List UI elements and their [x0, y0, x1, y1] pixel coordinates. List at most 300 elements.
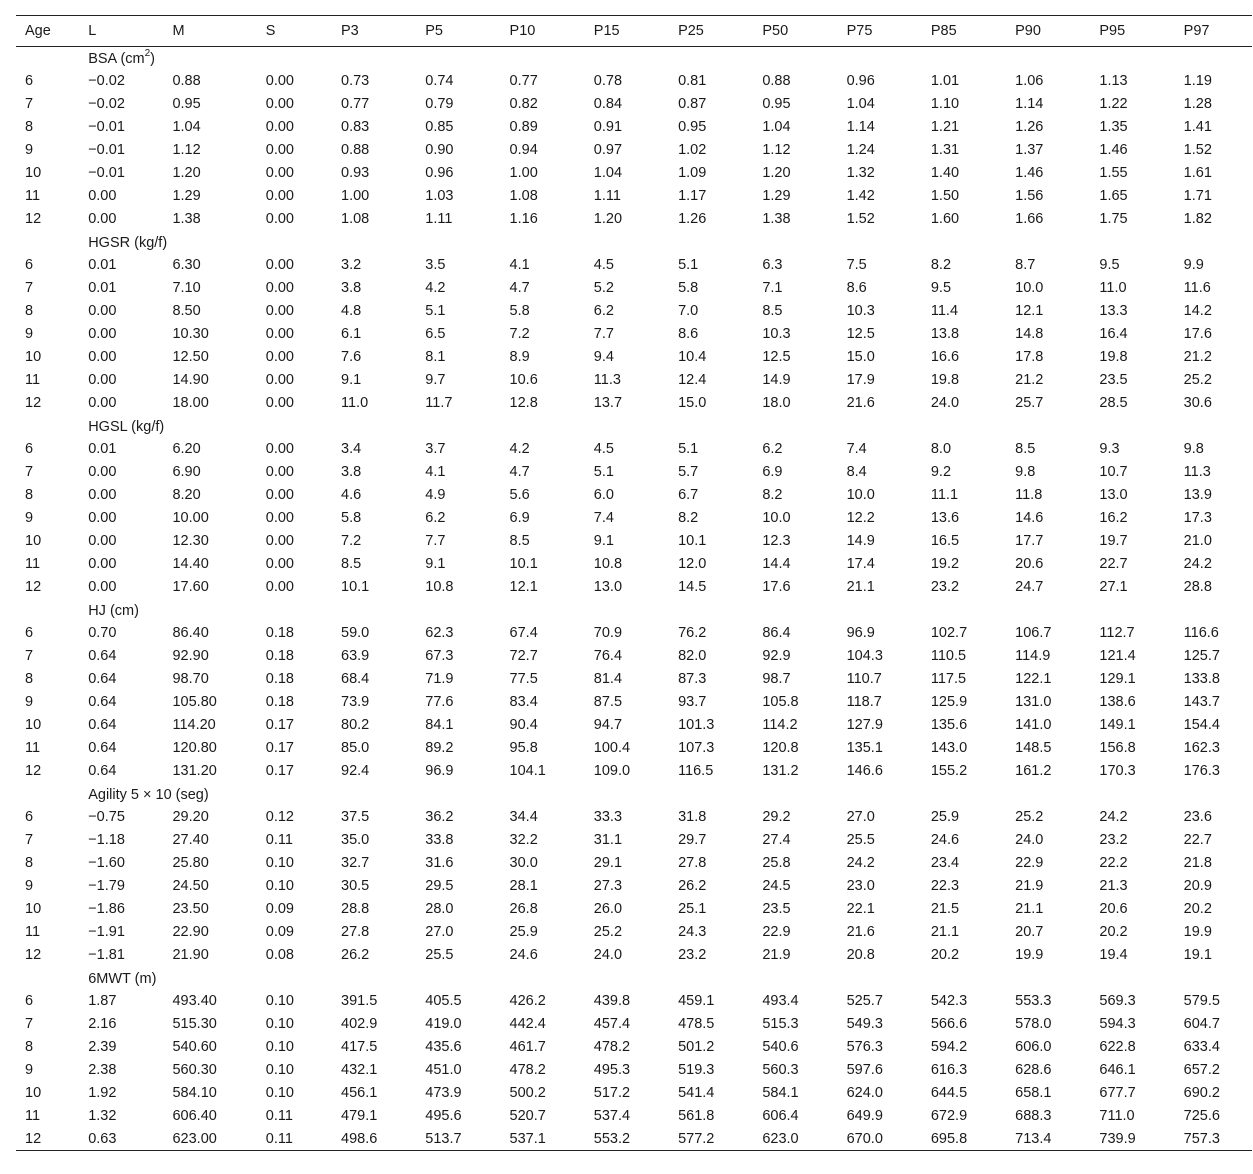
table-cell: 7.0 [678, 303, 699, 319]
table-cell: 120.80 [172, 740, 217, 756]
table-cell: 14.8 [1015, 326, 1044, 342]
table-cell: 21.1 [930, 924, 960, 940]
table-cell: 628.6 [1015, 1062, 1052, 1078]
table-cell: 21.6 [846, 395, 875, 411]
table-cell: 0.78 [593, 73, 623, 89]
table-cell: 7 [25, 1016, 34, 1032]
table-cell: 0.63 [79, 1128, 163, 1151]
table-cell: 12 [25, 947, 42, 963]
table-header [16, 16, 1252, 47]
table-cell: 112.7 [1099, 625, 1135, 641]
table-cell: 116.5 [678, 763, 714, 779]
table-cell: 170.3 [1099, 763, 1136, 779]
table-cell: 578.0 [1015, 1016, 1052, 1032]
table-cell: 1.10 [930, 96, 960, 112]
table-cell: 0.81 [678, 73, 707, 89]
table-cell: 102.7 [930, 625, 968, 641]
table-cell: 6.3 [762, 257, 783, 273]
table-cell: 1.46 [1099, 142, 1128, 158]
table-cell: 0.79 [425, 96, 454, 112]
table-cell: 0.18 [265, 671, 294, 687]
section-spacer [16, 599, 79, 622]
table-cell: 1.20 [762, 165, 791, 181]
table-cell: 8.1 [425, 349, 446, 365]
table-cell: 29.5 [425, 878, 454, 894]
table-cell: 540.6 [762, 1039, 799, 1055]
table-cell: 6.5 [425, 326, 446, 342]
table-cell: 0.95 [762, 96, 791, 112]
table-row [16, 323, 1252, 346]
table-cell: 624.0 [846, 1085, 883, 1101]
table-cell: 1.06 [1015, 73, 1044, 89]
table-cell: 12.0 [678, 556, 707, 572]
table-cell: 24.3 [678, 924, 707, 940]
table-cell: 1.29 [172, 188, 201, 204]
table-cell: 31.6 [425, 855, 454, 871]
table-cell: 0.00 [265, 372, 294, 388]
table-cell: 19.8 [930, 372, 960, 388]
table-cell: 25.5 [846, 832, 875, 848]
table-cell: 0.09 [265, 924, 294, 940]
table-cell: 0.64 [88, 648, 117, 664]
table-row [16, 714, 1252, 737]
table-cell: 515.30 [172, 1016, 217, 1032]
table-cell: 6 [25, 993, 34, 1009]
table-cell: 1.21 [930, 119, 960, 135]
table-cell: 757.3 [1175, 1128, 1252, 1151]
table-cell: 646.1 [1099, 1062, 1136, 1078]
table-cell: 4.2 [425, 280, 446, 296]
table-cell: 1.37 [1015, 142, 1044, 158]
table-cell: 1.28 [1183, 96, 1212, 112]
table-cell: 12.1 [1015, 303, 1044, 319]
table-cell: 0.88 [172, 73, 201, 89]
table-cell: 540.60 [172, 1039, 217, 1055]
table-cell: 22.7 [1099, 556, 1128, 572]
table-cell: 11.4 [930, 303, 959, 319]
table-cell: 8.6 [678, 326, 699, 342]
table-cell: 0.18 [265, 648, 294, 664]
table-cell: 584.1 [762, 1085, 799, 1101]
table-cell: 10.3 [846, 303, 875, 319]
table-cell: 10.0 [846, 487, 875, 503]
table-cell: 13.6 [930, 510, 960, 526]
table-cell: 0.64 [88, 740, 117, 756]
column-header-p5: P5 [416, 16, 500, 47]
table-cell: 537.1 [501, 1128, 585, 1151]
table-cell: 478.2 [593, 1039, 631, 1055]
table-cell: 10 [25, 1085, 42, 1101]
table-cell: 21.0 [1183, 533, 1212, 549]
table-cell: 1.02 [678, 142, 707, 158]
table-cell: 20.7 [1015, 924, 1044, 940]
table-cell: 27.1 [1099, 579, 1128, 595]
table-cell: 6.20 [172, 441, 201, 457]
table-cell: 1.41 [1183, 119, 1212, 135]
table-cell: 19.1 [1183, 947, 1212, 963]
table-cell: 24.6 [509, 947, 538, 963]
table-cell: 24.2 [1099, 809, 1128, 825]
table-cell: −0.01 [88, 165, 125, 181]
table-cell: 1.32 [846, 165, 875, 181]
table-cell: 561.8 [678, 1108, 715, 1124]
table-cell: 121.4 [1099, 648, 1136, 664]
table-cell: 76.2 [678, 625, 707, 641]
table-cell: 17.3 [1183, 510, 1212, 526]
column-header-p90: P90 [1006, 16, 1090, 47]
table-cell: 7.4 [593, 510, 614, 526]
table-cell: 12 [25, 211, 42, 227]
table-cell: 12.5 [762, 349, 791, 365]
table-cell: 131.2 [762, 763, 799, 779]
table-cell: 10.8 [425, 579, 454, 595]
table-cell: 59.0 [341, 625, 370, 641]
table-cell: 495.3 [593, 1062, 631, 1078]
table-cell: 0.10 [265, 1085, 294, 1101]
table-cell: 17.60 [172, 579, 209, 595]
table-row [16, 70, 1252, 93]
section-label-text: HJ (cm) [88, 603, 139, 619]
table-cell: 26.8 [509, 901, 538, 917]
table-cell: 8.2 [678, 510, 699, 526]
table-cell: 12.50 [172, 349, 209, 365]
table-cell: 5.7 [678, 464, 699, 480]
section-label [79, 967, 1252, 990]
table-cell: 1.22 [1099, 96, 1128, 112]
table-cell: 606.4 [762, 1108, 799, 1124]
table-cell: 0.64 [88, 763, 117, 779]
table-cell: 1.38 [172, 211, 201, 227]
table-cell: 20.9 [1183, 878, 1212, 894]
table-cell: 0.00 [265, 533, 294, 549]
table-row [16, 116, 1252, 139]
table-cell: 8.50 [172, 303, 201, 319]
table-cell: 24.2 [846, 855, 875, 871]
table-cell: 1.04 [593, 165, 623, 181]
table-row [16, 139, 1252, 162]
table-cell: 12.3 [762, 533, 791, 549]
table-cell: 1.40 [930, 165, 960, 181]
table-cell: 31.8 [678, 809, 707, 825]
table-cell: 21.1 [1015, 901, 1044, 917]
table-row [16, 346, 1252, 369]
table-cell: 11 [25, 1108, 41, 1124]
table-cell: 154.4 [1183, 717, 1220, 733]
table-cell: 17.4 [846, 556, 875, 572]
table-cell: 1.12 [172, 142, 201, 158]
table-cell: 1.19 [1183, 73, 1212, 89]
table-cell: 9.4 [593, 349, 614, 365]
table-cell: 9.9 [1183, 257, 1204, 273]
table-row [16, 875, 1252, 898]
table-cell: 7 [25, 648, 34, 664]
table-cell: 133.8 [1183, 671, 1220, 687]
table-cell: 104.1 [509, 763, 546, 779]
table-row [16, 944, 1252, 967]
table-cell: 1.50 [930, 188, 960, 204]
table-cell: 23.2 [678, 947, 707, 963]
table-cell: 84.1 [425, 717, 454, 733]
table-cell: 11.0 [341, 395, 369, 411]
table-cell: 12.2 [846, 510, 875, 526]
table-cell: 11.8 [1015, 487, 1043, 503]
section-spacer [16, 783, 79, 806]
table-cell: 4.8 [341, 303, 362, 319]
table-cell: 4.2 [509, 441, 530, 457]
table-cell: 9.3 [1099, 441, 1120, 457]
table-cell: 10 [25, 717, 42, 733]
table-cell: 9 [25, 142, 34, 158]
table-cell: 3.7 [425, 441, 446, 457]
table-cell: 11.1 [930, 487, 959, 503]
table-cell: 577.2 [669, 1128, 753, 1151]
table-cell: 0.00 [88, 510, 117, 526]
table-cell: 0.00 [88, 372, 117, 388]
table-cell: 1.13 [1099, 73, 1128, 89]
table-cell: 19.2 [930, 556, 960, 572]
section-header-row [16, 967, 1252, 990]
table-cell: 35.0 [341, 832, 370, 848]
table-cell: 0.89 [509, 119, 538, 135]
table-cell: 1.08 [509, 188, 538, 204]
table-cell: 27.40 [172, 832, 209, 848]
table-cell: 11.7 [425, 395, 453, 411]
table-cell: 0.85 [425, 119, 454, 135]
table-cell: 131.0 [1015, 694, 1052, 710]
table-cell: 17.9 [846, 372, 875, 388]
table-cell: 24.6 [930, 832, 960, 848]
table-row [16, 553, 1252, 576]
table-cell: 105.80 [172, 694, 217, 710]
column-header-l: L [79, 16, 163, 47]
table-cell: 1.29 [762, 188, 791, 204]
table-cell: 10.1 [678, 533, 707, 549]
table-cell: 98.70 [172, 671, 209, 687]
table-cell: 10.4 [678, 349, 707, 365]
table-cell: 80.2 [341, 717, 370, 733]
table-cell: 11.3 [1183, 464, 1211, 480]
table-cell: 5.1 [678, 441, 699, 457]
table-cell: 86.40 [172, 625, 209, 641]
table-cell: 0.87 [678, 96, 707, 112]
table-cell: 459.1 [678, 993, 715, 1009]
table-cell: 21.3 [1099, 878, 1128, 894]
table-cell: 0.17 [265, 717, 294, 733]
table-cell: 23.0 [846, 878, 875, 894]
section-label-text: HGSL (kg/f) [88, 419, 165, 435]
table-cell: 22.9 [1015, 855, 1044, 871]
table-row [16, 484, 1252, 507]
table-cell: 122.1 [1015, 671, 1052, 687]
table-row [16, 829, 1252, 852]
table-cell: 109.0 [593, 763, 631, 779]
table-cell: 26.2 [678, 878, 707, 894]
table-cell: 125.9 [930, 694, 968, 710]
table-cell: 8.5 [341, 556, 362, 572]
table-cell: 8 [25, 855, 34, 871]
table-cell: 12 [16, 1128, 79, 1151]
table-cell: 14.5 [678, 579, 707, 595]
table-row [16, 691, 1252, 714]
table-cell: 118.7 [846, 694, 882, 710]
table-cell: 500.2 [509, 1085, 546, 1101]
table-cell: 1.11 [593, 188, 621, 204]
table-row [16, 1128, 1252, 1151]
table-cell: 9.8 [1015, 464, 1036, 480]
table-cell: 138.6 [1099, 694, 1136, 710]
table-cell: 32.2 [509, 832, 538, 848]
table-cell: 76.4 [593, 648, 623, 664]
table-cell: 9.5 [930, 280, 952, 296]
table-cell: 96.9 [846, 625, 875, 641]
table-cell: 16.4 [1099, 326, 1128, 342]
table-cell: 12 [25, 763, 42, 779]
table-cell: 478.2 [509, 1062, 546, 1078]
table-row [16, 852, 1252, 875]
table-cell: 584.10 [172, 1085, 217, 1101]
table-cell: 1.61 [1183, 165, 1212, 181]
table-cell: 120.8 [762, 740, 799, 756]
table-cell: 11.6 [1183, 280, 1211, 296]
table-cell: 24.0 [1015, 832, 1044, 848]
table-cell: 83.4 [509, 694, 538, 710]
table-cell: 22.2 [1099, 855, 1128, 871]
table-cell: 9.1 [341, 372, 362, 388]
table-cell: 6.2 [762, 441, 783, 457]
table-cell: 23.5 [762, 901, 791, 917]
table-cell: 1.46 [1015, 165, 1044, 181]
table-cell: 8.7 [1015, 257, 1036, 273]
percentile-table-container [16, 15, 1252, 1151]
table-cell: 10.1 [509, 556, 538, 572]
table-cell: 606.40 [172, 1108, 217, 1124]
table-cell: 0.12 [265, 809, 294, 825]
table-cell: 6.9 [509, 510, 530, 526]
table-cell: 8 [25, 671, 34, 687]
table-cell: 513.7 [416, 1128, 500, 1151]
table-cell: −1.81 [88, 947, 125, 963]
table-cell: 25.7 [1015, 395, 1044, 411]
table-cell: 21.1 [846, 579, 875, 595]
table-row [16, 1013, 1252, 1036]
table-cell: 1.71 [1183, 188, 1212, 204]
table-cell: 0.11 [265, 1108, 293, 1124]
table-cell: 6 [25, 809, 34, 825]
table-cell: 391.5 [341, 993, 378, 1009]
table-row [16, 990, 1252, 1013]
table-cell: 28.8 [341, 901, 370, 917]
table-cell: 0.90 [425, 142, 454, 158]
table-cell: 11 [25, 372, 41, 388]
table-cell: 0.96 [425, 165, 454, 181]
table-cell: 4.7 [509, 464, 530, 480]
table-cell: 148.5 [1015, 740, 1052, 756]
table-cell: 15.0 [678, 395, 707, 411]
table-cell: 1.26 [678, 211, 707, 227]
table-row [16, 898, 1252, 921]
table-cell: 677.7 [1099, 1085, 1136, 1101]
table-cell: 1.42 [846, 188, 875, 204]
table-cell: 29.7 [678, 832, 707, 848]
column-header-p75: P75 [838, 16, 922, 47]
table-cell: 162.3 [1183, 740, 1220, 756]
table-cell: 0.00 [88, 556, 117, 572]
table-cell: 0.17 [265, 763, 294, 779]
table-cell: 7.10 [172, 280, 201, 296]
table-cell: 1.14 [846, 119, 875, 135]
table-cell: 7 [25, 464, 34, 480]
table-cell: 14.6 [1015, 510, 1044, 526]
table-cell: 7.2 [341, 533, 362, 549]
column-header-age: Age [16, 16, 79, 47]
table-row [16, 254, 1252, 277]
table-cell: 17.6 [1183, 326, 1212, 342]
table-cell: 0.00 [265, 487, 294, 503]
table-cell: 0.00 [88, 349, 117, 365]
table-cell: 0.11 [265, 832, 293, 848]
table-cell: 9.5 [1099, 257, 1120, 273]
table-cell: 19.9 [1183, 924, 1212, 940]
table-cell: 21.5 [930, 901, 960, 917]
table-cell: −1.86 [88, 901, 125, 917]
table-cell: 37.5 [341, 809, 370, 825]
table-cell: 92.9 [762, 648, 791, 664]
column-header-p25: P25 [669, 16, 753, 47]
table-cell: 473.9 [425, 1085, 462, 1101]
table-cell: 1.00 [341, 188, 370, 204]
table-cell: 107.3 [678, 740, 715, 756]
table-cell: 27.8 [341, 924, 370, 940]
section-label-text: Agility 5 × 10 (seg) [88, 787, 209, 803]
table-cell: 517.2 [593, 1085, 631, 1101]
header-row [16, 16, 1252, 47]
table-cell: 0.17 [265, 740, 294, 756]
table-cell: 1.00 [509, 165, 538, 181]
table-cell: 623.00 [163, 1128, 256, 1151]
table-cell: 1.52 [1183, 142, 1212, 158]
section-label [79, 231, 1252, 254]
table-cell: 70.9 [593, 625, 623, 641]
table-cell: 0.18 [265, 694, 294, 710]
table-cell: 419.0 [425, 1016, 462, 1032]
table-cell: 2.16 [88, 1016, 117, 1032]
table-cell: 9.1 [425, 556, 446, 572]
table-cell: 16.5 [930, 533, 960, 549]
section-header-row [16, 231, 1252, 254]
table-cell: 12 [25, 579, 42, 595]
table-cell: 1.11 [425, 211, 453, 227]
table-cell: 515.3 [762, 1016, 799, 1032]
table-cell: 1.55 [1099, 165, 1128, 181]
table-cell: 622.8 [1099, 1039, 1136, 1055]
table-cell: 20.2 [1099, 924, 1128, 940]
table-cell: 5.6 [509, 487, 530, 503]
table-cell: 101.3 [678, 717, 715, 733]
table-cell: 11 [25, 924, 41, 940]
table-cell: 16.2 [1099, 510, 1128, 526]
table-row [16, 507, 1252, 530]
table-cell: 14.4 [762, 556, 791, 572]
table-cell: 7.7 [425, 533, 446, 549]
table-cell: 1.38 [762, 211, 791, 227]
table-cell: 725.6 [1183, 1108, 1220, 1124]
table-row [16, 806, 1252, 829]
table-cell: 28.0 [425, 901, 454, 917]
table-cell: 0.00 [265, 395, 294, 411]
table-row [16, 668, 1252, 691]
table-cell: 95.8 [509, 740, 538, 756]
table-cell: 28.1 [509, 878, 538, 894]
